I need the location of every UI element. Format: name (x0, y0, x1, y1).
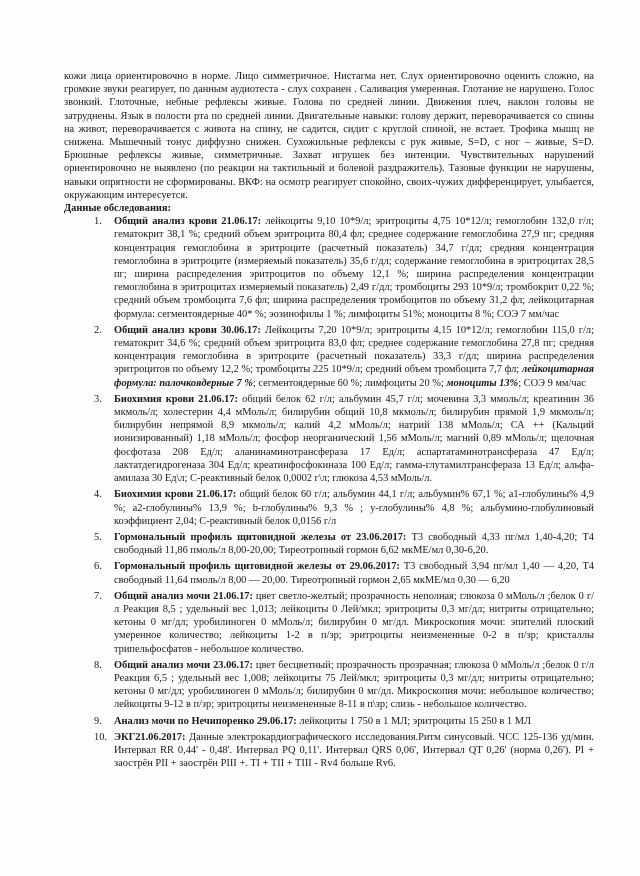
list-item (94, 324, 594, 390)
list-item (94, 659, 594, 712)
item-number: 2. (94, 324, 102, 336)
item-text: Лейкоциты 7,20 10*9/л; эритроциты 4,15 10*12/л; гемоглобин 115,0 г/л; гематокрит 34,6 %; средний объем эритроцита 83,0 фл; среднее содержание гемоглобина 27,8 пг; средняя концентрация гемоглобина в эритроците (расчетный показатель) 33,3 г/дл; ширина распределения эритроцитов по объему 12,2 %; тромбоциты 225 10*9/л; средний объем тромбоцита 7,7 фл; (114, 324, 594, 376)
item-number: 7. (94, 590, 102, 602)
list-item (94, 393, 595, 485)
item-text: ; СОЭ 9 мм/час (518, 377, 586, 389)
intro-paragraph: кожи лица ориентировочно в норме. Лицо симметричное. Нистагма нет. Слух ориентировочно оценить сложно, на громкие звуки реагирует, по данным аудиотеста - слух сохранен . Саливация умеренная. Глотание не нарушено. Голос звонкий. Глоточные, небные рефлексы живые. Голова по средней линии. Движения плеч, наклон головы не затруднены. Язык в полости рта по средней линии. Двигательные навыки: голову держит, переворачивается со спины на живот, переворачивается с живота на спину, не садится, сидит с круглой спиной, не встает. Трофика мышц не снижена. Мышечный тонус диффузно снижен. Сухожильные рефлексы с рук живые, S=D, с ног – живые, S=D. Брюшные рефлексы живые, симметричные. Захват игрушек без интенции. Чувствительных нарушений ориентировочно не выявлено (по реакции на тактильный и болевой раздражитель). Тазовые функции не нарушены, навыки опрятности не сформированы. ВКФ: на осмотр реагирует спокойно, своих-чужих дифференцирует, улыбается, окружающим интересуется. (64, 71, 594, 201)
item-highlight: лейкоцитарная формула: палочкоядерные 7 % (114, 364, 594, 389)
item-title: Анализ мочи по Нечипоренко 29.06.17: (114, 715, 297, 727)
item-number: 3. (94, 393, 102, 405)
item-text: Данные электрокардиографического исследования.Ритм синусовый. ЧСС 125-136 уд/мин. Интервал RR 0,44' - 0,48'. Интервал PQ 0,11'. Интервал QRS 0,06', Интервал QT 0,26' (норма 0,26'). PI + заострён PII + заострён PIII +. TI + TII + TIII - Rv4 больше Rv6. (114, 731, 594, 770)
item-number: 1. (94, 216, 102, 228)
item-text: ; сегментоядерные 60 %; лимфоциты 20 %; (252, 377, 447, 389)
list-item (94, 531, 594, 557)
examination-list (64, 215, 594, 770)
item-title: Биохимия крови 21.06.17: (114, 393, 239, 405)
item-title: Общий анализ крови 30.06.17: (114, 324, 261, 336)
item-text: общий белок 60 г/л; альбумин 44,1 г/л; альбумин% 67,1 %; а1-глобулины% 4,9 %; а2-глобулины% 13,9 %; b-глобулины% 9,3 % ; у-глобулины% 4,8 %; альбумино-глобулиновый коэффициент 2,04; С-реактивный белок 0,0156 г/л (114, 489, 594, 527)
item-number: 9. (94, 715, 102, 727)
item-title: Общий анализ мочи 21.06.17: (114, 590, 253, 602)
item-number: 6. (94, 561, 102, 573)
list-item (94, 715, 594, 728)
item-title: Биохимия крови 21.06.17: (114, 489, 237, 501)
item-highlight: моноциты 13% (446, 377, 519, 389)
item-text: Т3 свободный 4,33 пг/мл 1,40-4,20; Т4 свободный 11,86 пмоль/л 8,00-20,00; Тиреотропный гормон 6,62 мкМЕ/мл 0,30-6,20. (114, 531, 594, 557)
item-text: лейкоциты 1 750 в 1 МЛ; эритроциты 15 250 в 1 МЛ (296, 715, 532, 727)
item-number: 4. (94, 489, 102, 501)
item-text: Т3 свободный 3,94 пг/мл 1,40 — 4,20, Т4 свободный 11,64 пмоль/л 8,00 — 20,00. Тиреотропный гормон 2,65 мкМЕ/мл 0,30 — 6,20 (114, 561, 595, 586)
list-item (94, 590, 594, 656)
item-text: общий белок 62 г/л; альбумин 45,7 г/л; мочевина 3,3 ммоль/л; креатинин 36 мкмоль/л; холестерин 4,4 мМоль/л; билирубин общий 10,8 мкмоль/л; билирубин прямой 1,9 мкмоль/л; билирубин непрямой 8,9 мкмоль/л; калий 4,2 мМоль/л; натрий 138 мМоль/л; СА ++ (Кальций ионизированный) 1,18 мМоль/л; фосфор неорганический 1,56 мМоль/л; магний 0,89 мМоль/л; щелочная фосфотаза 208 Ед/л; аланинаминотрансфераза 17 Ед/л; аспартатаминотрансфераза 47 Ед/л; лактатдегидрогеназа 304 Ед/л; креатинфосфокиназа 100 Ед/л; гамма-глутамилтрансфераза 13 Ед/л; альфа-амилаза 30 Ед\л; С-реактивный белок 0,0002 г\л; глюкоза 4,53 мМоль/л. (114, 393, 595, 485)
section-heading: Данные обследования: (64, 203, 172, 215)
item-number: 10. (94, 731, 107, 743)
list-item (94, 215, 595, 321)
item-text: лейкоциты 9,10 10*9/л; эритроциты 4,75 10*12/л; гемоглобин 132,0 г/л; гематокрит 38,1 %; средний объем эритроцита 80,4 фл; среднее содержание гемоглобина 27,9 пг; средняя концентрация гемоглобина в эритроците (расчетный показатель) 34,7 г/дл; средняя концентрация гемоглобина в эритроците (измеряемый показатель) 35,6 г/дл; содержание гемоглобина в эритроцитах 28,5 пг; ширина распределения эритроцитов по объему 12,1 %; ширина распределения концентрации гемоглобина в эритроцитах измеряемый показатель) 2,49 г/дл; тромбоциты 293 10*9/л; тромбокрит 0,22 %; средний объем тромбоцита 7,6 фл; ширина распределения тромбоцитов по объему 31,2 фл; лейкоцитарная формула: сегментоядерные 40* %; эозинофилы 1 %; лимфоциты 51%; моноциты 8 %; СОЭ 7 мм/час (114, 216, 595, 320)
list-item (94, 488, 594, 528)
item-number: 5. (94, 531, 102, 543)
item-number: 8. (94, 659, 102, 671)
item-title: Общий анализ мочи 23.06.17: (114, 659, 253, 671)
item-text: цвет бесцветный; прозрачность прозрачная; глюкоза 0 мМоль/л ;белок 0 г/л Реакция 6,5 ; удельный вес 1,008; лейкоциты 75 Лей/мкл; эритроциты 0,3 мг/дл; нитриты отрицательно; кетоны 0 мг/дл; уробилиноген 0 мМоль/л; билирубин 0 мг/дл. Микроскопия мочи: небольшое количество; лейкоциты 9-12 в п/зр; эритроциты неизмененные 8-11 в п\зр; слизь - небольшое количество. (114, 659, 594, 711)
item-title: ЭКГ21.06.2017: (114, 731, 186, 743)
list-item (94, 560, 595, 586)
item-title: Гормональный профиль щитовидной железы от 23.06.2017: (114, 531, 407, 543)
item-text: цвет светло-желтый; прозрачность неполная; глюкоза 0 мМоль/л ;белок 0 г/л Реакция 8,5 ; удельный вес 1,013; лейкоциты 0 Лей/мкл; эритроциты 0,3 мг/дл; нитриты отрицательно; кетоны 0 мг/дл; уробилиноген 0 мМоль/л; билирубин 0 мг/дл. Микроскопия мочи: эпителий плоский умеренное количество; лейкоциты 1-2 в п/зр; эритроциты неизмененные 0-2 в п/зр; кристаллы трипельфосфатов - небольшое количество. (114, 590, 594, 655)
item-title: Гормональный профиль щитовидной железы от 29.06.2017: (114, 561, 400, 573)
list-item (94, 731, 594, 771)
item-title: Общий анализ крови 21.06.17: (114, 216, 262, 228)
